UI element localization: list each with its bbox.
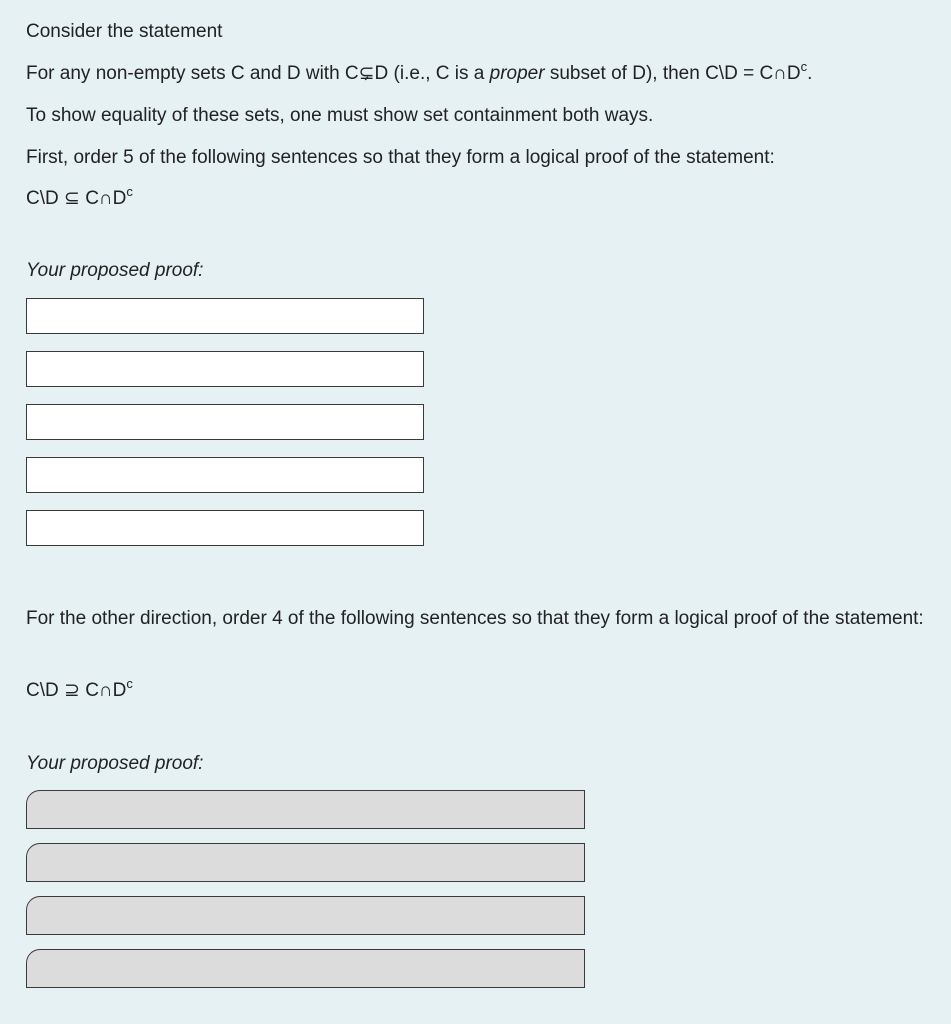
- equality-note: To show equality of these sets, one must show set containment both ways.: [26, 105, 654, 126]
- part1-slot-1[interactable]: [26, 298, 424, 334]
- part2-slot-4[interactable]: [26, 949, 585, 988]
- part1-slot-2[interactable]: [26, 351, 424, 387]
- part1-slot-5[interactable]: [26, 510, 424, 546]
- part2-proof-label: Your proposed proof:: [26, 753, 204, 774]
- part2-slot-3[interactable]: [26, 896, 585, 935]
- part2-slot-1[interactable]: [26, 790, 585, 829]
- part2-claim: C\D ⊇ $C\cap D^c$: [26, 676, 133, 701]
- part2-instruction: For the other direction, order 4 of the following sentences so that they form a logical proof of the statement:: [26, 608, 924, 629]
- statement-text: For any non-empty sets C and D with C⊊D (i.e., C is a proper subset of D), then C\D = $C\cap D^c$.: [26, 59, 813, 84]
- intro-text: Consider the statement: [26, 21, 223, 42]
- part1-slot-3[interactable]: [26, 404, 424, 440]
- part1-slot-4[interactable]: [26, 457, 424, 493]
- part2-slot-2[interactable]: [26, 843, 585, 882]
- part1-claim: C\D ⊆ $C\cap D^c$: [26, 184, 133, 209]
- part1-proof-label: Your proposed proof:: [26, 260, 204, 281]
- part1-instruction: First, order 5 of the following sentences so that they form a logical proof of the statement:: [26, 147, 775, 168]
